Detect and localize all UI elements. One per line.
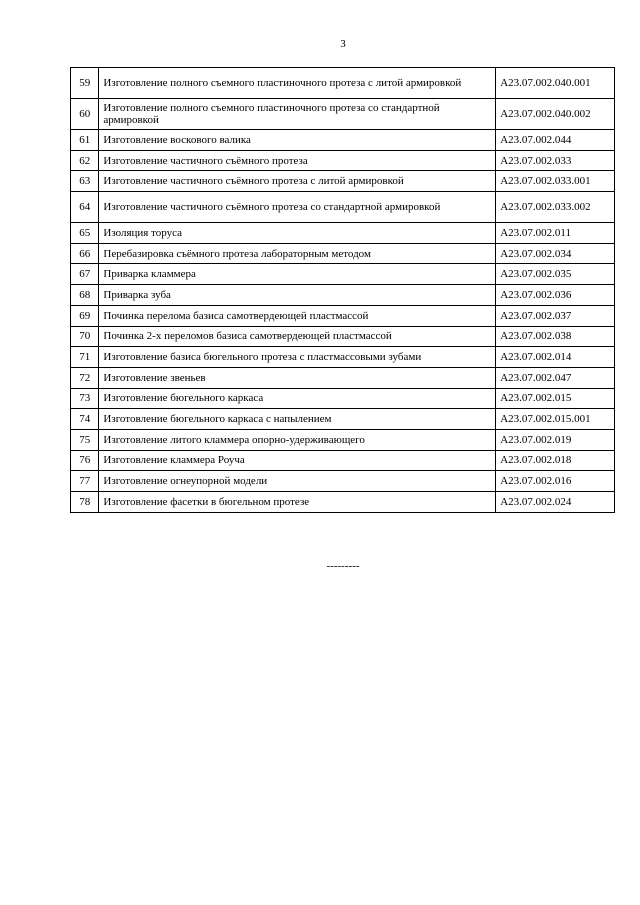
table-row <box>71 409 615 430</box>
row-number: 59 <box>71 68 99 99</box>
service-name: Починка перелома базиса самотвердеющей пластмассой <box>99 305 496 326</box>
table-row <box>71 492 615 513</box>
row-number: 62 <box>71 150 99 171</box>
service-name: Изготовление фасетки в бюгельном протезе <box>99 492 496 513</box>
table-row <box>71 68 615 99</box>
service-code: А23.07.002.038 <box>496 326 615 347</box>
service-code: А23.07.002.015 <box>496 388 615 409</box>
service-name: Изготовление огнеупорной модели <box>99 471 496 492</box>
service-code: А23.07.002.014 <box>496 347 615 368</box>
services-table <box>70 67 615 513</box>
table-row <box>71 223 615 244</box>
row-number: 65 <box>71 223 99 244</box>
table-row <box>71 367 615 388</box>
service-code: А23.07.002.024 <box>496 492 615 513</box>
service-name: Изготовление частичного съёмного протеза <box>99 150 496 171</box>
table-row <box>71 347 615 368</box>
row-number: 63 <box>71 171 99 192</box>
row-number: 76 <box>71 450 99 471</box>
service-name: Починка 2-х переломов базиса самотвердеющей пластмассой <box>99 326 496 347</box>
service-code: А23.07.002.019 <box>496 429 615 450</box>
page-number: 3 <box>340 38 346 50</box>
end-divider: --------- <box>326 560 360 572</box>
table-row <box>71 264 615 285</box>
row-number: 69 <box>71 305 99 326</box>
table-row <box>71 285 615 306</box>
table-row <box>71 471 615 492</box>
service-name: Приварка кламмера <box>99 264 496 285</box>
service-code: А23.07.002.033.001 <box>496 171 615 192</box>
row-number: 68 <box>71 285 99 306</box>
table-row <box>71 150 615 171</box>
table-row <box>71 305 615 326</box>
row-number: 60 <box>71 99 99 130</box>
row-number: 66 <box>71 243 99 264</box>
service-code: А23.07.002.040.002 <box>496 99 615 130</box>
service-code: А23.07.002.034 <box>496 243 615 264</box>
table-row <box>71 326 615 347</box>
row-number: 77 <box>71 471 99 492</box>
service-code: А23.07.002.037 <box>496 305 615 326</box>
service-name: Изготовление базиса бюгельного протеза с пластмассовыми зубами <box>99 347 496 368</box>
service-code: А23.07.002.047 <box>496 367 615 388</box>
row-number: 72 <box>71 367 99 388</box>
service-name: Изоляция торуса <box>99 223 496 244</box>
service-code: А23.07.002.018 <box>496 450 615 471</box>
table-row <box>71 192 615 223</box>
table-row <box>71 171 615 192</box>
service-name: Изготовление кламмера Роуча <box>99 450 496 471</box>
service-code: А23.07.002.040.001 <box>496 68 615 99</box>
service-code: А23.07.002.033 <box>496 150 615 171</box>
row-number: 73 <box>71 388 99 409</box>
table-row <box>71 429 615 450</box>
service-code: А23.07.002.011 <box>496 223 615 244</box>
service-code: А23.07.002.035 <box>496 264 615 285</box>
table-row <box>71 450 615 471</box>
service-name: Изготовление полного съемного пластиночного протеза с литой армировкой <box>99 68 496 99</box>
service-name: Изготовление воскового валика <box>99 130 496 151</box>
row-number: 78 <box>71 492 99 513</box>
row-number: 64 <box>71 192 99 223</box>
service-name: Изготовление бюгельного каркаса <box>99 388 496 409</box>
table-row <box>71 99 615 130</box>
row-number: 61 <box>71 130 99 151</box>
service-name: Изготовление частичного съёмного протеза с литой армировкой <box>99 171 496 192</box>
service-name: Изготовление литого кламмера опорно-удерживающего <box>99 429 496 450</box>
row-number: 74 <box>71 409 99 430</box>
service-code: А23.07.002.015.001 <box>496 409 615 430</box>
service-name: Изготовление звеньев <box>99 367 496 388</box>
service-name: Перебазировка съёмного протеза лабораторным методом <box>99 243 496 264</box>
table-row <box>71 130 615 151</box>
row-number: 70 <box>71 326 99 347</box>
service-code: А23.07.002.044 <box>496 130 615 151</box>
service-code: А23.07.002.016 <box>496 471 615 492</box>
table-row <box>71 388 615 409</box>
services-table-body <box>71 68 615 513</box>
service-code: А23.07.002.033.002 <box>496 192 615 223</box>
row-number: 75 <box>71 429 99 450</box>
service-code: А23.07.002.036 <box>496 285 615 306</box>
service-name: Изготовление бюгельного каркаса с напылением <box>99 409 496 430</box>
table-row <box>71 243 615 264</box>
row-number: 71 <box>71 347 99 368</box>
service-name: Изготовление полного съемного пластиночного протеза со стандартной армировкой <box>99 99 496 130</box>
row-number: 67 <box>71 264 99 285</box>
service-name: Приварка зуба <box>99 285 496 306</box>
service-name: Изготовление частичного съёмного протеза со стандартной армировкой <box>99 192 496 223</box>
